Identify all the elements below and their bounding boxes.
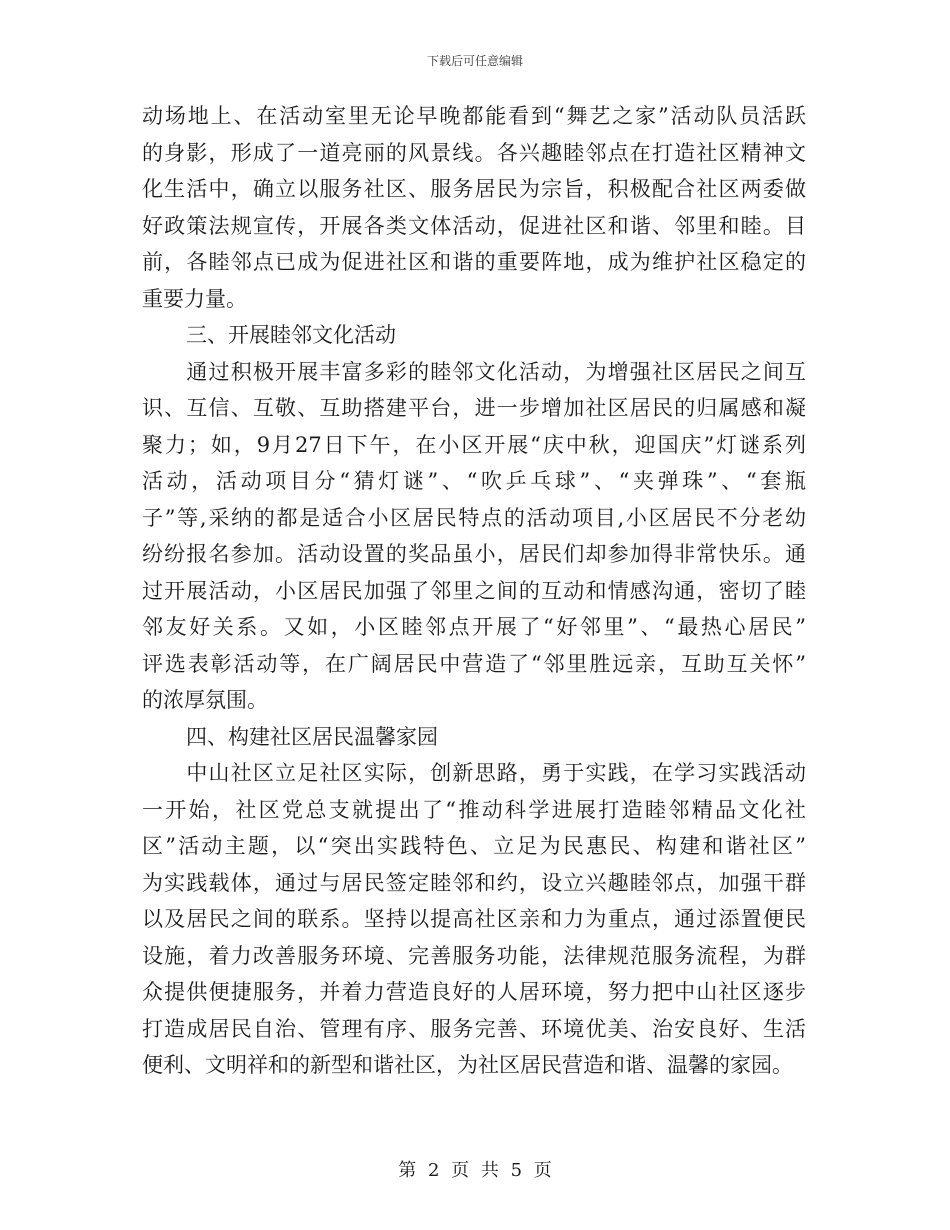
- body-paragraph: [142, 755, 806, 1084]
- section-heading: [142, 719, 806, 756]
- text-line: 众提供便捷服务，并着力营造良好的人居环境，努力把中山社区逐步: [142, 980, 806, 1004]
- text-line: 的身影，形成了一道亮丽的风景线。各兴趣睦邻点在打造社区精神文: [142, 140, 806, 165]
- body-paragraph: [142, 98, 806, 317]
- text-line: 子”等,采纳的都是适合小区居民特点的活动项目,小区居民不分老幼: [142, 505, 806, 530]
- text-line: 识、互信、互敬、互助搭建平台，进一步增加社区居民的归属感和凝: [142, 396, 806, 420]
- text-line: 区”活动主题，以“突出实践特色、立足为民惠民、构建和谐社区”: [142, 834, 806, 858]
- document-body: [142, 98, 806, 1084]
- text-line: 四、构建社区居民温馨家园: [186, 724, 438, 749]
- text-line: 的浓厚氛围。: [142, 688, 268, 712]
- text-line: 前，各睦邻点已成为促进社区和谐的重要阵地，成为维护社区稳定的: [142, 250, 806, 274]
- text-line: 评选表彰活动等，在广阔居民中营造了“邻里胜远亲，互助互关怀”: [142, 651, 806, 676]
- header-note: 下载后可任意编辑: [426, 54, 523, 68]
- page-header: [0, 52, 950, 69]
- text-line: 重要力量。: [142, 286, 247, 311]
- text-line: 为实践载体，通过与居民签定睦邻和约，设立兴趣睦邻点，加强干群: [142, 870, 806, 895]
- text-line: 设施，着力改善服务环境、完善服务功能，法律规范服务流程，为群: [142, 943, 806, 968]
- section-heading: [142, 317, 806, 354]
- text-line: 三、开展睦邻文化活动: [186, 323, 396, 347]
- page-number: 第 2 页 共 5 页: [398, 1160, 552, 1181]
- text-line: 中山社区立足社区实际，创新思路，勇于实践，在学习实践活动: [142, 761, 806, 785]
- text-line: 纷纷报名参加。活动设置的奖品虽小，居民们却参加得非常快乐。通: [142, 542, 806, 566]
- text-line: 一开始，社区党总支就提出了“推动科学进展打造睦邻精品文化社: [142, 797, 806, 822]
- text-line: 好政策法规宣传，开展各类文体活动，促进社区和谐、邻里和睦。目: [142, 213, 806, 238]
- text-line: 便利、文明祥和的新型和谐社区，为社区居民营造和谐、温馨的家园。: [142, 1053, 793, 1077]
- text-line: 以及居民之间的联系。坚持以提高社区亲和力为重点，通过添置便民: [142, 907, 806, 931]
- text-line: 通过积极开展丰富多彩的睦邻文化活动，为增强社区居民之间互: [142, 359, 806, 384]
- text-line: 打造成居民自治、管理有序、服务完善、环境优美、治安良好、生活: [142, 1016, 806, 1041]
- page-footer: [0, 1156, 950, 1182]
- text-line: 化生活中，确立以服务社区、服务居民为宗旨，积极配合社区两委做: [142, 177, 806, 201]
- text-line: 过开展活动，小区居民加强了邻里之间的互动和情感沟通，密切了睦: [142, 578, 806, 603]
- text-line: 邻友好关系。又如，小区睦邻点开展了“好邻里”、“最热心居民”: [142, 615, 806, 639]
- text-line: 动场地上、在活动室里无论早晚都能看到“舞艺之家”活动队员活跃: [142, 104, 806, 128]
- text-line: 活动，活动项目分“猜灯谜”、“吹乒乓球”、“夹弹珠”、“套瓶: [142, 469, 806, 493]
- text-line: 聚力；如，9月27日下午，在小区开展“庆中秋，迎国庆”灯谜系列: [142, 432, 806, 457]
- body-paragraph: [142, 354, 806, 719]
